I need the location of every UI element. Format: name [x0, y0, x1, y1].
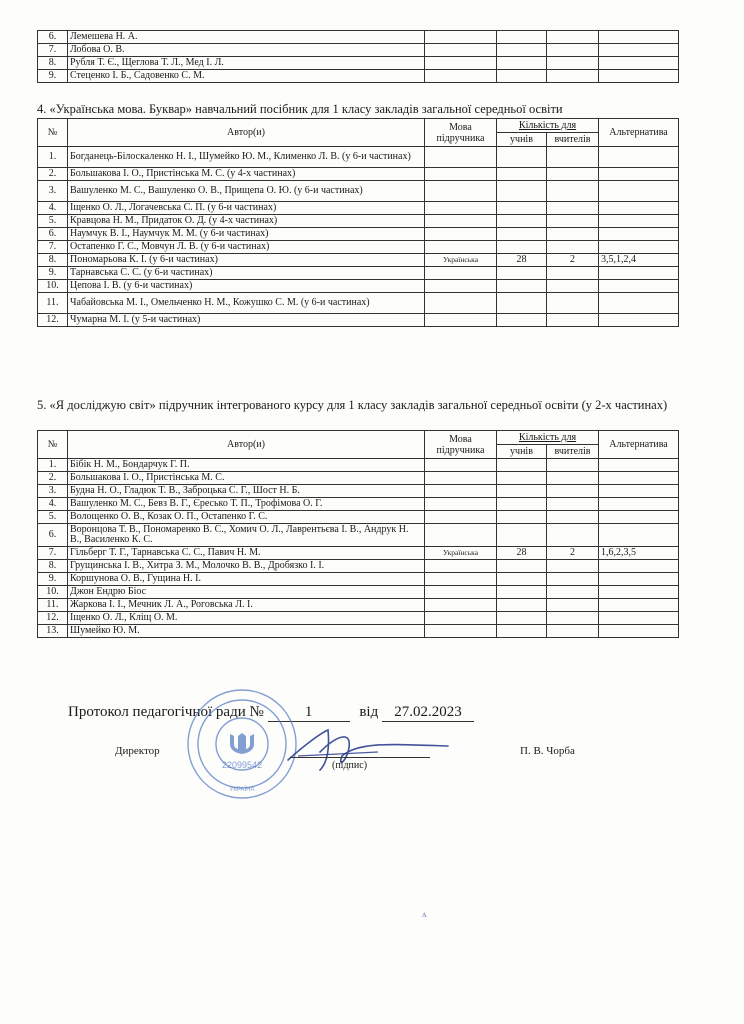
table-row: [38, 459, 679, 472]
row-number: 11.: [38, 599, 68, 612]
row-alternative: [599, 472, 679, 485]
table-row: [38, 44, 679, 57]
section-4-title: 4. «Українська мова. Буквар» навчальний посібник для 1 класу закладів загальної середньої освіти: [37, 102, 563, 116]
table-row: [38, 70, 679, 83]
row-language: [425, 560, 497, 573]
row-pupils: [497, 498, 547, 511]
row-pupils: [497, 612, 547, 625]
row-teachers: [547, 202, 599, 215]
table-row: [38, 31, 679, 44]
row-alternative: [599, 625, 679, 638]
row-language: [425, 612, 497, 625]
row-teachers: [547, 228, 599, 241]
row-teachers: [547, 215, 599, 228]
table-row: [38, 573, 679, 586]
header-lang: Мова підручника: [425, 431, 497, 459]
ink-mark: ʌ: [422, 909, 427, 919]
row-alternative: [599, 498, 679, 511]
row-teachers: [547, 70, 599, 83]
row-author: Іщенко О. Л., Логачевська С. П. (у 6-и частинах): [68, 202, 425, 215]
row-language: [425, 472, 497, 485]
row-teachers: [547, 267, 599, 280]
row-teachers: [547, 280, 599, 293]
table-row: [38, 147, 679, 168]
table-section-4: [37, 118, 679, 327]
row-alternative: [599, 314, 679, 327]
row-language: [425, 280, 497, 293]
row-author: Богданець-Білоскаленко Н. І., Шумейко Ю. М., Клименко Л. В. (у 6-и частинах): [68, 147, 425, 168]
header-pupils: учнів: [497, 445, 547, 459]
table-top: [37, 30, 679, 83]
table-row: [38, 498, 679, 511]
row-teachers: [547, 485, 599, 498]
row-language: [425, 625, 497, 638]
director-label: Директор: [115, 745, 160, 757]
row-alternative: [599, 241, 679, 254]
row-pupils: [497, 202, 547, 215]
row-alternative: [599, 485, 679, 498]
row-pupils: [497, 70, 547, 83]
stamp-country: УКРАЇНА: [229, 787, 255, 793]
row-author: Воронцова Т. В., Пономаренко В. С., Хомич О. Л., Лаврентьєва І. В., Андрук Н. В., Василенко К. С.: [68, 524, 425, 547]
row-author: Вашуленко М. С., Бевз В. Г., Єресько Т. П., Трофімова О. Г.: [68, 498, 425, 511]
header-alt: Альтернатива: [599, 119, 679, 147]
row-teachers: [547, 472, 599, 485]
row-language: [425, 202, 497, 215]
row-number: 10.: [38, 586, 68, 599]
row-teachers: [547, 625, 599, 638]
row-author: Пономарьова К. І. (у 6-и частинах): [68, 254, 425, 267]
header-num: №: [38, 119, 68, 147]
row-teachers: [547, 524, 599, 547]
row-alternative: [599, 215, 679, 228]
row-alternative: [599, 228, 679, 241]
row-teachers: [547, 573, 599, 586]
row-teachers: [547, 181, 599, 202]
row-alternative: [599, 44, 679, 57]
table-row: [38, 241, 679, 254]
row-language: [425, 293, 497, 314]
row-language: [425, 586, 497, 599]
table-row: [38, 280, 679, 293]
row-author: Наумчук В. І., Наумчук М. М. (у 6-и частинах): [68, 228, 425, 241]
row-language: [425, 267, 497, 280]
row-number: 8.: [38, 254, 68, 267]
row-number: 1.: [38, 459, 68, 472]
stamp-code: 22099542: [221, 760, 263, 770]
row-language: [425, 147, 497, 168]
row-number: 4.: [38, 202, 68, 215]
row-teachers: [547, 459, 599, 472]
row-pupils: [497, 573, 547, 586]
row-pupils: [497, 459, 547, 472]
table-row: [38, 181, 679, 202]
row-number: 13.: [38, 625, 68, 638]
row-alternative: [599, 524, 679, 547]
row-number: 9.: [38, 267, 68, 280]
row-pupils: [497, 511, 547, 524]
row-number: 1.: [38, 147, 68, 168]
row-alternative: 3,5,1,2,4: [599, 254, 679, 267]
row-language: [425, 44, 497, 57]
table-row: [38, 215, 679, 228]
row-author: Джон Ендрю Біос: [68, 586, 425, 599]
row-teachers: [547, 293, 599, 314]
row-author: Іщенко О. Л., Кліщ О. М.: [68, 612, 425, 625]
row-teachers: [547, 147, 599, 168]
row-author: Рубля Т. Є., Щеглова Т. Л., Мед І. Л.: [68, 57, 425, 70]
table-row: [38, 293, 679, 314]
row-alternative: [599, 168, 679, 181]
row-number: 5.: [38, 215, 68, 228]
table-row: [38, 228, 679, 241]
row-number: 12.: [38, 314, 68, 327]
row-alternative: [599, 181, 679, 202]
row-language: [425, 511, 497, 524]
row-teachers: [547, 612, 599, 625]
table-row: [38, 560, 679, 573]
row-teachers: [547, 498, 599, 511]
header-num: №: [38, 431, 68, 459]
row-teachers: [547, 599, 599, 612]
row-author: Большакова І. О., Пристінська М. С.: [68, 472, 425, 485]
row-pupils: [497, 267, 547, 280]
section-5-title: 5. «Я досліджую світ» підручник інтегрованого курсу для 1 класу закладів загальної середньої освіти (у 2-х частинах): [37, 398, 668, 412]
row-language: [425, 524, 497, 547]
row-number: 7.: [38, 547, 68, 560]
row-pupils: [497, 485, 547, 498]
row-pupils: [497, 241, 547, 254]
row-author: Гільберг Т. Г., Тарнавська С. С., Павич Н. М.: [68, 547, 425, 560]
row-number: 10.: [38, 280, 68, 293]
row-pupils: [497, 228, 547, 241]
row-author: Будна Н. О., Гладюк Т. В., Заброцька С. Г., Шост Н. Б.: [68, 485, 425, 498]
row-author: Остапенко Г. С., Мовчун Л. В. (у 6-и частинах): [68, 241, 425, 254]
row-alternative: [599, 573, 679, 586]
row-alternative: 1,6,2,3,5: [599, 547, 679, 560]
row-number: 7.: [38, 241, 68, 254]
table-row: [38, 524, 679, 547]
row-language: [425, 31, 497, 44]
row-language: [425, 599, 497, 612]
row-alternative: [599, 612, 679, 625]
table-row: [38, 612, 679, 625]
row-pupils: [497, 625, 547, 638]
row-teachers: [547, 241, 599, 254]
row-language: [425, 459, 497, 472]
header-pupils: учнів: [497, 133, 547, 147]
row-number: 9.: [38, 573, 68, 586]
row-pupils: 28: [497, 547, 547, 560]
row-pupils: [497, 168, 547, 181]
table-row: [38, 599, 679, 612]
table-row: [38, 314, 679, 327]
row-author: Стеценко І. Б., Садовенко С. М.: [68, 70, 425, 83]
table-row: [38, 472, 679, 485]
row-number: 2.: [38, 472, 68, 485]
signature-caption: (підпис): [332, 760, 368, 771]
row-number: 5.: [38, 511, 68, 524]
row-alternative: [599, 202, 679, 215]
protocol-label: Протокол педагогічної ради №: [68, 704, 264, 720]
row-language: [425, 70, 497, 83]
row-author: Чумарна М. І. (у 5-и частинах): [68, 314, 425, 327]
protocol-date: 27.02.2023: [382, 704, 474, 722]
row-alternative: [599, 57, 679, 70]
row-author: Волощенко О. В., Козак О. П., Остапенко Г. С.: [68, 511, 425, 524]
row-language: [425, 485, 497, 498]
row-pupils: [497, 57, 547, 70]
row-number: 11.: [38, 293, 68, 314]
row-pupils: [497, 524, 547, 547]
protocol-number: 1: [268, 704, 350, 722]
row-author: Лемешева Н. А.: [68, 31, 425, 44]
row-author: Кравцова Н. М., Придаток О. Д. (у 4-х частинах): [68, 215, 425, 228]
row-pupils: [497, 293, 547, 314]
row-author: Коршунова О. В., Гущина Н. І.: [68, 573, 425, 586]
row-alternative: [599, 70, 679, 83]
row-author: Чабайовська М. І., Омельченко Н. М., Кожушко С. М. (у 6-и частинах): [68, 293, 425, 314]
table-row: [38, 202, 679, 215]
row-pupils: [497, 472, 547, 485]
row-language: [425, 241, 497, 254]
row-teachers: [547, 314, 599, 327]
row-pupils: [497, 599, 547, 612]
row-pupils: [497, 586, 547, 599]
row-number: 7.: [38, 44, 68, 57]
row-language: Українська: [425, 254, 497, 267]
row-alternative: [599, 147, 679, 168]
row-teachers: 2: [547, 254, 599, 267]
row-teachers: 2: [547, 547, 599, 560]
row-alternative: [599, 599, 679, 612]
row-number: 8.: [38, 57, 68, 70]
row-author: Вашуленко М. С., Вашуленко О. В., Прищепа О. Ю. (у 6-и частинах): [68, 181, 425, 202]
table-row: [38, 267, 679, 280]
row-pupils: [497, 560, 547, 573]
header-teachers: вчителів: [547, 133, 599, 147]
row-pupils: [497, 215, 547, 228]
row-alternative: [599, 293, 679, 314]
row-author: Бібік Н. М., Бондарчук Г. П.: [68, 459, 425, 472]
row-alternative: [599, 560, 679, 573]
row-number: 6.: [38, 524, 68, 547]
table-row: [38, 57, 679, 70]
row-language: [425, 215, 497, 228]
table-row: [38, 547, 679, 560]
row-author: Грущинська І. В., Хитра З. М., Молочко В. В., Дробязко І. І.: [68, 560, 425, 573]
header-count: Кількість для: [497, 119, 599, 133]
row-pupils: [497, 31, 547, 44]
row-number: 12.: [38, 612, 68, 625]
table-row: [38, 625, 679, 638]
signature-line: [290, 757, 430, 758]
row-alternative: [599, 31, 679, 44]
row-alternative: [599, 586, 679, 599]
row-author: Лобова О. В.: [68, 44, 425, 57]
table-row: [38, 586, 679, 599]
row-alternative: [599, 459, 679, 472]
header-author: Автор(и): [68, 431, 425, 459]
row-language: [425, 498, 497, 511]
row-language: [425, 314, 497, 327]
row-author: Цепова І. В. (у 6-и частинах): [68, 280, 425, 293]
row-pupils: [497, 181, 547, 202]
row-language: [425, 57, 497, 70]
row-number: 3.: [38, 485, 68, 498]
row-teachers: [547, 44, 599, 57]
row-language: Українська: [425, 547, 497, 560]
row-teachers: [547, 511, 599, 524]
row-author: Большакова І. О., Пристінська М. С. (у 4-х частинах): [68, 168, 425, 181]
header-lang: Мова підручника: [425, 119, 497, 147]
table-row: [38, 254, 679, 267]
header-count: Кількість для: [497, 431, 599, 445]
table-row: [38, 168, 679, 181]
date-label: від: [359, 704, 379, 720]
row-author: Жаркова І. І., Мечник Л. А., Роговська Л. І.: [68, 599, 425, 612]
table-row: [38, 485, 679, 498]
row-number: 2.: [38, 168, 68, 181]
row-number: 8.: [38, 560, 68, 573]
row-language: [425, 181, 497, 202]
row-number: 6.: [38, 31, 68, 44]
row-pupils: [497, 280, 547, 293]
row-teachers: [547, 168, 599, 181]
row-author: Тарнавська С. С. (у 6-и частинах): [68, 267, 425, 280]
row-pupils: [497, 147, 547, 168]
director-name: П. В. Чорба: [520, 745, 575, 757]
header-author: Автор(и): [68, 119, 425, 147]
row-alternative: [599, 280, 679, 293]
row-author: Шумейко Ю. М.: [68, 625, 425, 638]
row-number: 4.: [38, 498, 68, 511]
row-number: 3.: [38, 181, 68, 202]
row-alternative: [599, 267, 679, 280]
row-number: 6.: [38, 228, 68, 241]
table-row: [38, 511, 679, 524]
director-signature: [268, 712, 468, 782]
row-alternative: [599, 511, 679, 524]
row-pupils: 28: [497, 254, 547, 267]
header-teachers: вчителів: [547, 445, 599, 459]
row-pupils: [497, 314, 547, 327]
row-language: [425, 168, 497, 181]
row-language: [425, 573, 497, 586]
row-teachers: [547, 31, 599, 44]
row-language: [425, 228, 497, 241]
row-number: 9.: [38, 70, 68, 83]
row-teachers: [547, 560, 599, 573]
table-section-5: [37, 430, 679, 638]
row-teachers: [547, 57, 599, 70]
row-pupils: [497, 44, 547, 57]
header-alt: Альтернатива: [599, 431, 679, 459]
row-teachers: [547, 586, 599, 599]
